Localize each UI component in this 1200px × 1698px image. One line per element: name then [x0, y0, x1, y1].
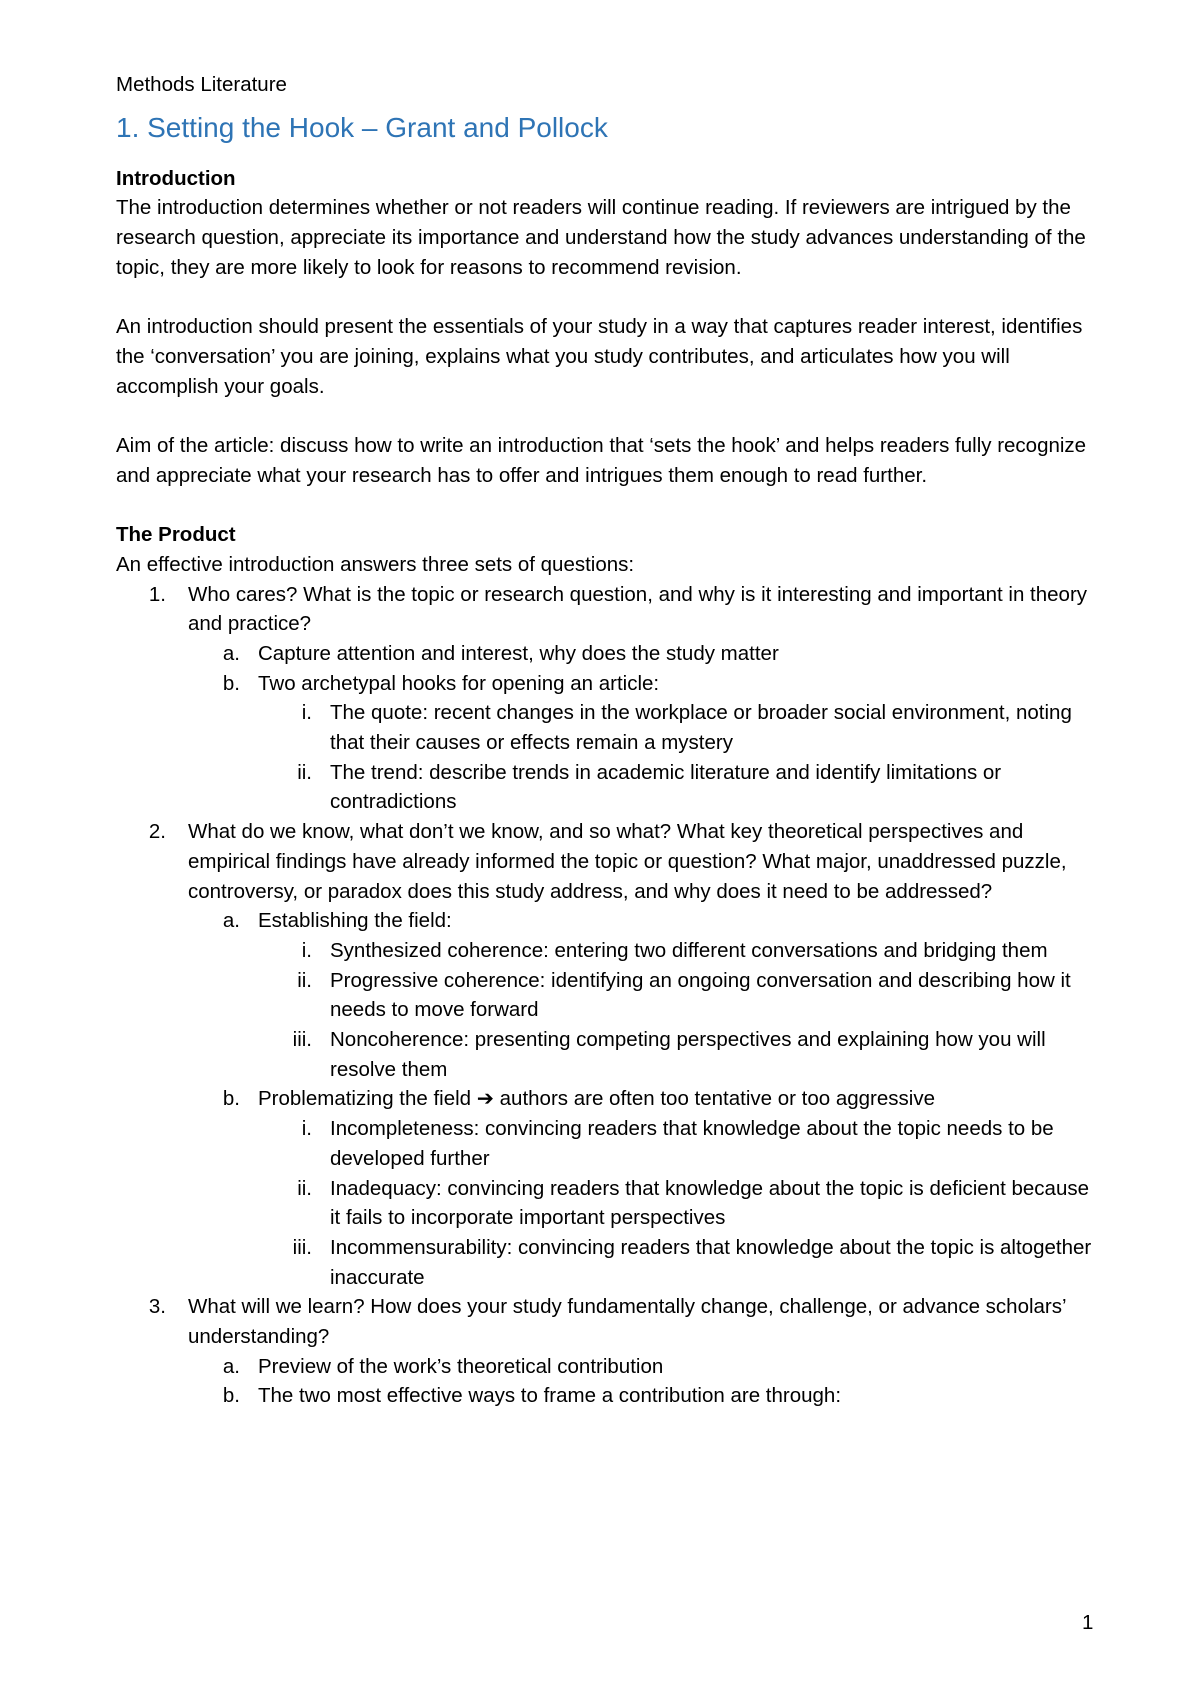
list-item: [116, 817, 1096, 906]
list-roman: iii.: [292, 1235, 312, 1259]
introduction-subheading: Introduction: [116, 166, 236, 190]
list-letter: a.: [222, 909, 240, 933]
list-subitem: [116, 1381, 1096, 1411]
list-roman: ii.: [297, 968, 312, 992]
list-letter: b.: [222, 671, 240, 695]
intro-paragraph: The introduction determines whether or not readers will continue reading. If reviewers are intrigued by the research question, appreciate its importance and understand how the study advances understanding of the topic, they are more likely to look for reasons to recommend revision.: [116, 196, 1086, 279]
list-roman: iii.: [292, 1028, 312, 1052]
section-heading: 1. Setting the Hook – Grant and Pollock: [116, 111, 608, 143]
list-subitem: [116, 1084, 1096, 1114]
list-subsubitem-text: The trend: describe trends in academic literature and identify limitations or contradictions: [330, 760, 1002, 814]
list-subitem: [116, 1352, 1096, 1382]
list-item: [116, 1292, 1096, 1351]
page-number: 1: [1082, 1611, 1094, 1634]
list-subitem-text: Capture attention and interest, why does the study matter: [258, 641, 779, 665]
list-letter: b.: [222, 1384, 240, 1408]
list-number: 1.: [148, 582, 166, 606]
list-subitem-text: Two archetypal hooks for opening an article:: [258, 671, 660, 695]
list-number: 2.: [148, 820, 166, 844]
list-subsubitem-text: The quote: recent changes in the workplace or broader social environment, noting that their causes or effects remain a mystery: [330, 701, 1072, 755]
list-subitem: [116, 669, 1096, 699]
list-subitem-text: The two most effective ways to frame a contribution are through:: [258, 1384, 842, 1408]
list-roman: ii.: [297, 1176, 312, 1200]
intro-paragraph: Aim of the article: discuss how to write an introduction that ‘sets the hook’ and helps readers fully recognize and appreciate what your research has to offer and intrigues them enough to read further.: [116, 434, 1087, 487]
product-subheading: The Product: [116, 523, 236, 547]
list-item-text: What do we know, what don’t we know, and so what? What key theoretical perspectives and empirical findings have already informed the topic or question? What major, unaddressed puzzle, controversy, or paradox does this study address, and why does it need to be addressed?: [188, 820, 1067, 903]
list-subitem: [116, 906, 1096, 936]
list-subsubitem: [116, 1114, 1096, 1173]
list-subsubitem: [116, 936, 1096, 966]
list-subsubitem: [116, 698, 1096, 757]
list-subsubitem: [116, 966, 1096, 1025]
list-subitem-text: Problematizing the field ➔ authors are often too tentative or too aggressive: [258, 1087, 935, 1111]
product-lead: An effective introduction answers three sets of questions:: [116, 552, 635, 576]
list-roman: ii.: [297, 760, 312, 784]
list-subsubitem-text: Progressive coherence: identifying an ongoing conversation and describing how it needs to move forward: [330, 968, 1071, 1022]
list-subsubitem-text: Synthesized coherence: entering two different conversations and bridging them: [330, 938, 1048, 962]
list-subsubitem: [116, 1025, 1096, 1084]
list-subsubitem: [116, 1174, 1096, 1233]
list-subsubitem-text: Incommensurability: convincing readers that knowledge about the topic is altogether inaccurate: [330, 1235, 1092, 1289]
list-subsubitem: [116, 1233, 1096, 1292]
list-number: 3.: [148, 1295, 166, 1319]
list-item-text: What will we learn? How does your study fundamentally change, challenge, or advance scholars’ understanding?: [188, 1295, 1066, 1349]
list-subitem: [116, 639, 1096, 669]
list-roman: i.: [301, 1117, 312, 1141]
list-item-text: Who cares? What is the topic or research question, and why is it interesting and important in theory and practice?: [188, 582, 1088, 636]
list-subsubitem-text: Inadequacy: convincing readers that knowledge about the topic is deficient because it fails to incorporate important perspectives: [330, 1176, 1090, 1230]
list-roman: i.: [301, 938, 312, 962]
list-subsubitem: [116, 758, 1096, 817]
list-subsubitem-text: Incompleteness: convincing readers that knowledge about the topic needs to be developed further: [330, 1117, 1054, 1170]
list-letter: a.: [222, 1354, 240, 1378]
list-subitem-text: Establishing the field:: [258, 909, 452, 933]
list-subitem-text: Preview of the work’s theoretical contribution: [258, 1354, 664, 1378]
list-roman: i.: [301, 701, 312, 725]
list-item: [116, 580, 1096, 639]
document-title: Methods Literature: [116, 73, 287, 96]
list-subsubitem-text: Noncoherence: presenting competing perspectives and explaining how you will resolve them: [330, 1028, 1046, 1081]
document-page: [116, 70, 1096, 1411]
list-letter: a.: [222, 641, 240, 665]
numbered-list: [116, 580, 1096, 1412]
intro-paragraph: An introduction should present the essentials of your study in a way that captures reader interest, identifies the ‘conversation’ you are joining, explains what you study contributes, and articulates how you will accomplish your goals.: [116, 315, 1083, 398]
list-letter: b.: [222, 1087, 240, 1111]
